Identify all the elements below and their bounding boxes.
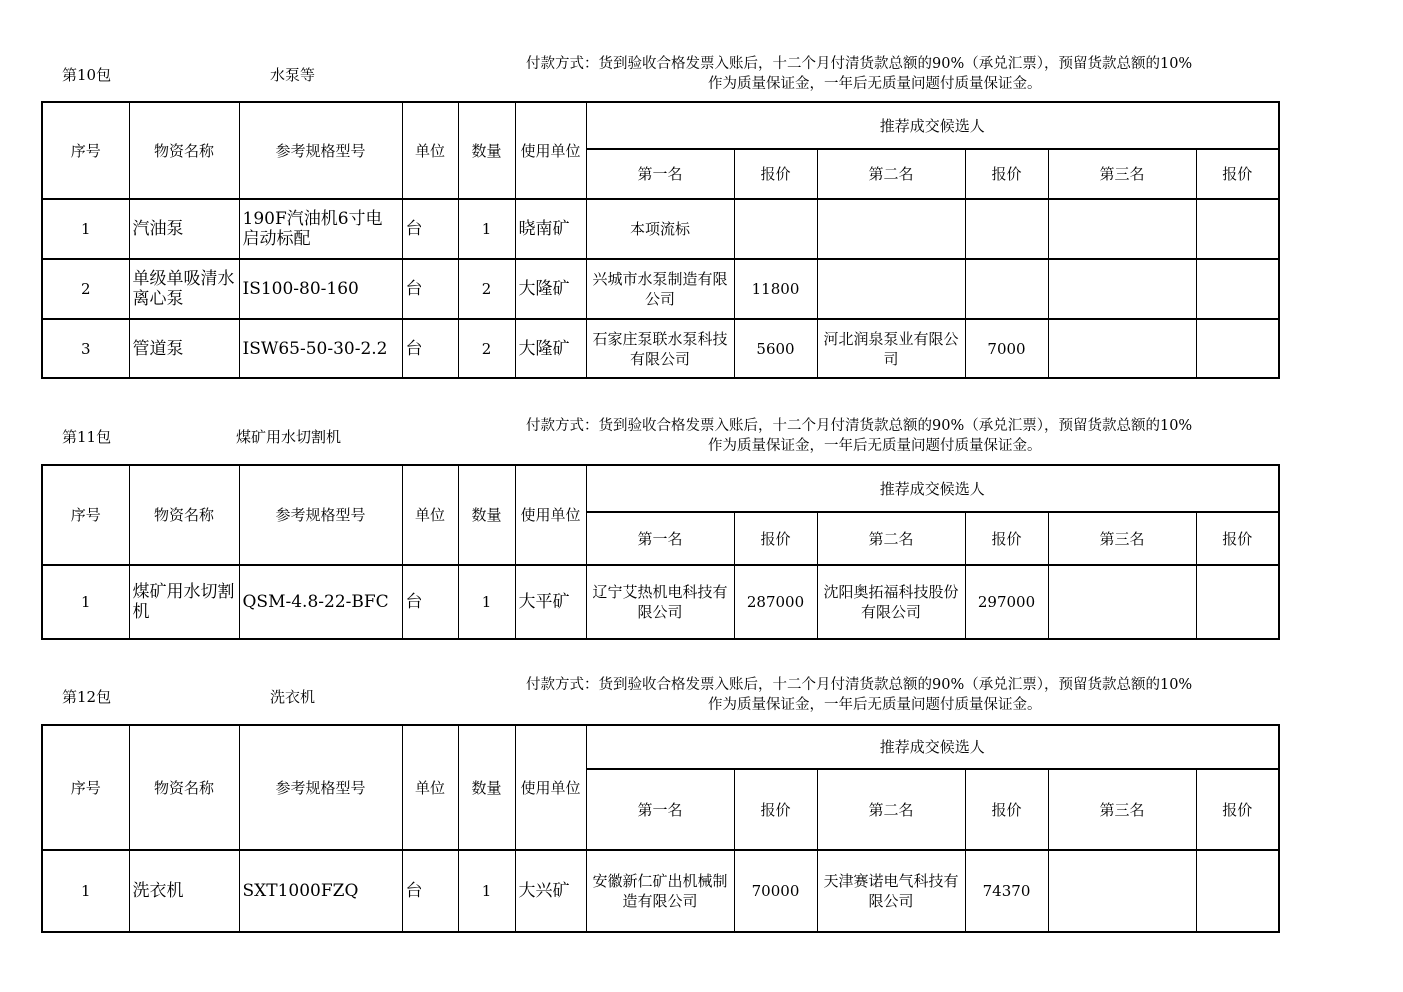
cell-unit: 台 [402, 319, 458, 378]
cell-price1: 70000 [734, 850, 817, 932]
header-qty: 数量 [458, 102, 515, 199]
cell-third [1048, 199, 1196, 259]
header-second: 第二名 [817, 149, 965, 199]
cell-second [817, 199, 965, 259]
header-third: 第三名 [1048, 769, 1196, 850]
cell-spec: ISW65-50-30-2.2 [239, 319, 402, 378]
header-price: 报价 [734, 512, 817, 565]
header-unit: 单位 [402, 465, 458, 565]
payment-terms-line1: 付款方式：货到验收合格发票入账后，十二个月付清货款总额的90%（承兑汇票），预留货款总额的10% [526, 418, 1193, 434]
header-qty: 数量 [458, 465, 515, 565]
cell-unit: 台 [402, 199, 458, 259]
cell-second [817, 259, 965, 319]
cell-unit: 台 [402, 259, 458, 319]
header-seq: 序号 [42, 102, 129, 199]
cell-name: 单级单吸清水离心泵 [129, 259, 239, 319]
header-unit: 单位 [402, 102, 458, 199]
cell-second: 河北润泉泵业有限公司 [817, 319, 965, 378]
header-price: 报价 [965, 769, 1048, 850]
cell-first: 石家庄泵联水泵科技有限公司 [586, 319, 734, 378]
header-price: 报价 [965, 149, 1048, 199]
cell-user: 大兴矿 [515, 850, 586, 932]
cell-name: 管道泵 [129, 319, 239, 378]
cell-price1: 11800 [734, 259, 817, 319]
cell-spec: QSM-4.8-22-BFC [239, 565, 402, 639]
cell-price3 [1196, 259, 1279, 319]
package-number: 第12包 [62, 688, 112, 706]
cell-price2: 7000 [965, 319, 1048, 378]
cell-spec: SXT1000FZQ [239, 850, 402, 932]
package-number: 第11包 [62, 428, 112, 446]
package-table [41, 101, 1280, 379]
cell-name: 煤矿用水切割机 [129, 565, 239, 639]
cell-price2: 74370 [965, 850, 1048, 932]
cell-qty: 1 [458, 565, 515, 639]
cell-seq: 1 [42, 199, 129, 259]
cell-price2 [965, 259, 1048, 319]
cell-price3 [1196, 850, 1279, 932]
payment-terms-line2: 作为质量保证金，一年后无质量问题付质量保证金。 [708, 438, 1042, 454]
package-number: 第10包 [62, 66, 112, 84]
cell-user: 大隆矿 [515, 319, 586, 378]
header-price: 报价 [734, 769, 817, 850]
header-unit: 单位 [402, 725, 458, 850]
cell-price1: 5600 [734, 319, 817, 378]
header-name: 物资名称 [129, 465, 239, 565]
header-second: 第二名 [817, 769, 965, 850]
cell-qty: 2 [458, 259, 515, 319]
header-third: 第三名 [1048, 512, 1196, 565]
cell-qty: 1 [458, 850, 515, 932]
cell-qty: 1 [458, 199, 515, 259]
table-row [42, 199, 1279, 259]
cell-spec: IS100-80-160 [239, 259, 402, 319]
header-price: 报价 [1196, 512, 1279, 565]
header-name: 物资名称 [129, 102, 239, 199]
header-name: 物资名称 [129, 725, 239, 850]
header-second: 第二名 [817, 512, 965, 565]
cell-seq: 3 [42, 319, 129, 378]
package-title: 水泵等 [270, 66, 316, 84]
cell-third [1048, 850, 1196, 932]
header-qty: 数量 [458, 725, 515, 850]
cell-user: 晓南矿 [515, 199, 586, 259]
header-user: 使用单位 [515, 725, 586, 850]
package-title: 洗衣机 [270, 688, 316, 706]
cell-user: 大平矿 [515, 565, 586, 639]
header-seq: 序号 [42, 465, 129, 565]
header-user: 使用单位 [515, 465, 586, 565]
header-seq: 序号 [42, 725, 129, 850]
cell-second: 天津赛诺电气科技有限公司 [817, 850, 965, 932]
cell-name: 汽油泵 [129, 199, 239, 259]
header-spec: 参考规格型号 [239, 102, 402, 199]
cell-name: 洗衣机 [129, 850, 239, 932]
cell-unit: 台 [402, 565, 458, 639]
cell-price3 [1196, 565, 1279, 639]
cell-third [1048, 319, 1196, 378]
cell-spec: 190F汽油机6寸电启动标配 [239, 199, 402, 259]
payment-terms-line1: 付款方式：货到验收合格发票入账后，十二个月付清货款总额的90%（承兑汇票），预留货款总额的10% [526, 677, 1193, 693]
payment-terms-line1: 付款方式：货到验收合格发票入账后，十二个月付清货款总额的90%（承兑汇票），预留货款总额的10% [526, 56, 1193, 72]
cell-third [1048, 565, 1196, 639]
header-spec: 参考规格型号 [239, 725, 402, 850]
header-price: 报价 [734, 149, 817, 199]
cell-price1 [734, 199, 817, 259]
cell-seq: 1 [42, 850, 129, 932]
cell-seq: 1 [42, 565, 129, 639]
header-price: 报价 [965, 512, 1048, 565]
cell-qty: 2 [458, 319, 515, 378]
table-row [42, 565, 1279, 639]
package-table [41, 464, 1280, 640]
cell-price2 [965, 199, 1048, 259]
cell-unit: 台 [402, 850, 458, 932]
cell-first: 兴城市水泵制造有限公司 [586, 259, 734, 319]
cell-third [1048, 259, 1196, 319]
cell-user: 大隆矿 [515, 259, 586, 319]
cell-first: 辽宁艾热机电科技有限公司 [586, 565, 734, 639]
cell-price1: 287000 [734, 565, 817, 639]
cell-price3 [1196, 319, 1279, 378]
cell-price3 [1196, 199, 1279, 259]
header-first: 第一名 [586, 512, 734, 565]
header-first: 第一名 [586, 769, 734, 850]
cell-first: 本项流标 [586, 199, 734, 259]
table-row [42, 850, 1279, 932]
header-price: 报价 [1196, 769, 1279, 850]
header-spec: 参考规格型号 [239, 465, 402, 565]
header-user: 使用单位 [515, 102, 586, 199]
header-recommend: 推荐成交候选人 [586, 465, 1279, 512]
payment-terms-line2: 作为质量保证金，一年后无质量问题付质量保证金。 [708, 697, 1042, 713]
payment-terms-line2: 作为质量保证金，一年后无质量问题付质量保证金。 [708, 76, 1042, 92]
header-third: 第三名 [1048, 149, 1196, 199]
header-recommend: 推荐成交候选人 [586, 102, 1279, 149]
header-first: 第一名 [586, 149, 734, 199]
table-row [42, 319, 1279, 378]
package-table [41, 724, 1280, 933]
cell-price2: 297000 [965, 565, 1048, 639]
cell-seq: 2 [42, 259, 129, 319]
header-recommend: 推荐成交候选人 [586, 725, 1279, 769]
package-title: 煤矿用水切割机 [236, 428, 342, 446]
cell-first: 安徽新仁矿出机械制造有限公司 [586, 850, 734, 932]
table-row [42, 259, 1279, 319]
cell-second: 沈阳奥拓福科技股份有限公司 [817, 565, 965, 639]
header-price: 报价 [1196, 149, 1279, 199]
